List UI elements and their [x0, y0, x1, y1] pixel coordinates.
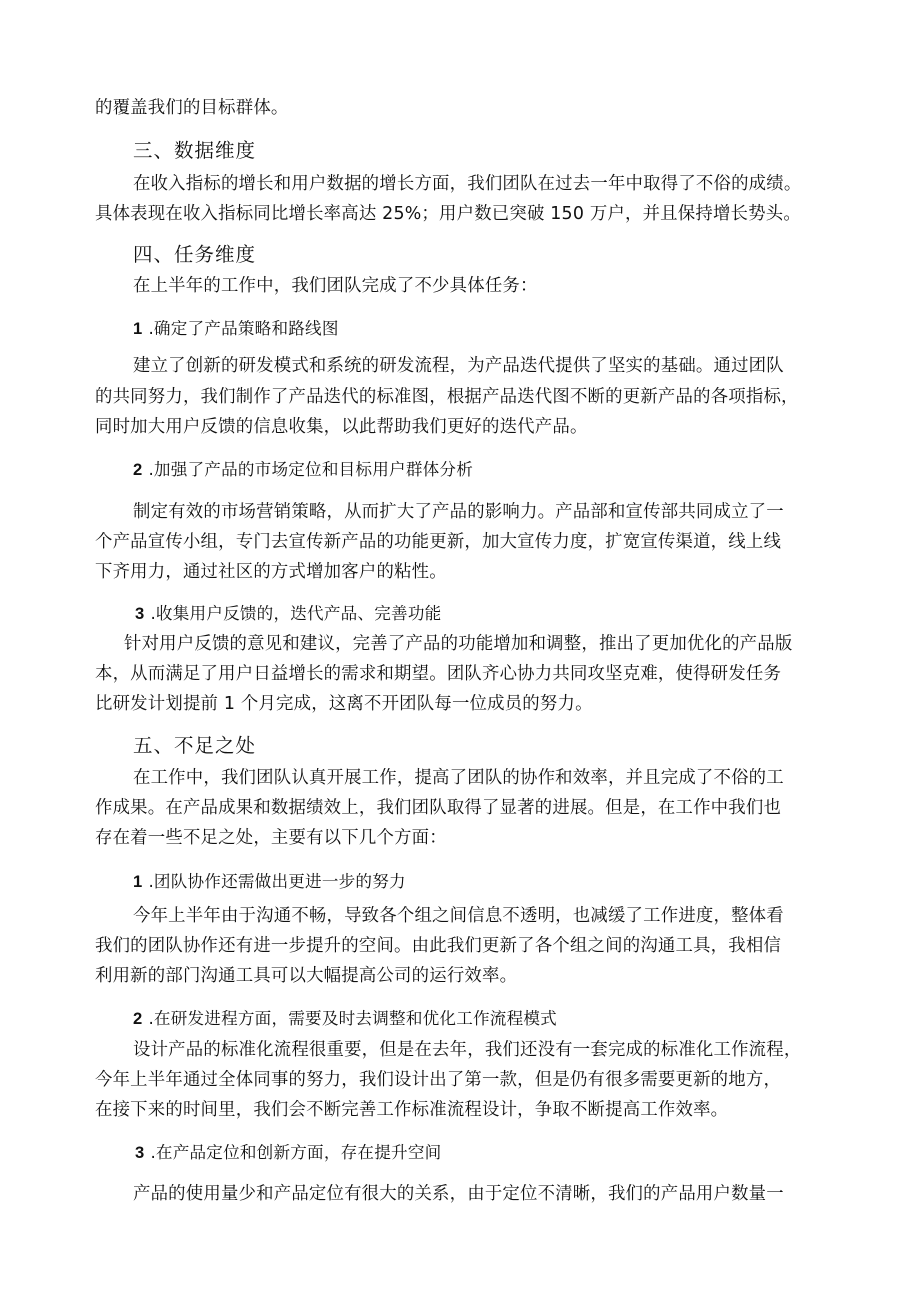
paragraph-line: 同时加大用户反馈的信息收集，以此帮助我们更好的迭代产品。 [95, 417, 588, 437]
subheading-2 [133, 458, 473, 482]
paragraph-line: 本，从而满足了用户日益增长的需求和期望。团队齐心协力共同攻坚克难，使得研发任务 [95, 664, 782, 684]
paragraph-line: 在接下来的时间里，我们会不断完善工作标准流程设计，争取不断提高工作效率。 [95, 1100, 729, 1120]
paragraph-line: 在收入指标的增长和用户数据的增长方面，我们团队在过去一年中取得了不俗的成绩。 [133, 174, 802, 194]
paragraph-line: 在工作中，我们团队认真开展工作，提高了团队的协作和效率，并且完成了不俗的工 [133, 768, 784, 788]
subheading-number: 1 [133, 319, 143, 338]
section-heading-data: 三、数据维度 [133, 139, 257, 162]
paragraph-line: 制定有效的市场营销策略，从而扩大了产品的影响力。产品部和宣传部共同成立了一 [133, 502, 784, 522]
paragraph-line: 设计产品的标准化流程很重要，但是在去年，我们还没有一套完成的标准化工作流程， [133, 1040, 802, 1060]
subheading-5 [133, 1007, 557, 1031]
paragraph-line: 存在着一些不足之处，主要有以下几个方面： [95, 828, 447, 848]
subheading-text: .团队协作还需做出更进一步的努力 [148, 872, 406, 891]
paragraph-line: 针对用户反馈的意见和建议，完善了产品的功能增加和调整，推出了更加优化的产品版 [124, 634, 793, 654]
paragraph-line: 比研发计划提前 1 个月完成，这离不开团队每一位成员的努力。 [95, 694, 593, 714]
paragraph-line: 我们的团队协作还有进一步提升的空间。由此我们更新了各个组之间的沟通工具，我相信 [95, 936, 782, 956]
paragraph-line: 下齐用力，通过社区的方式增加客户的粘性。 [95, 562, 447, 582]
subheading-number: 3 [135, 604, 145, 623]
paragraph-line: 建立了创新的研发模式和系统的研发流程，为产品迭代提供了坚实的基础。通过团队 [133, 356, 784, 376]
subheading-text: .在产品定位和创新方面，存在提升空间 [150, 1143, 442, 1162]
subheading-4 [133, 870, 406, 894]
paragraph-line: 的覆盖我们的目标群体。 [95, 98, 289, 118]
subheading-text: .收集用户反馈的，迭代产品、完善功能 [150, 604, 442, 623]
paragraph-line: 个产品宣传小组，专门去宣传新产品的功能更新，加大宣传力度，扩宽宣传渠道，线上线 [95, 532, 782, 552]
paragraph-line: 具体表现在收入指标同比增长率高达 25%；用户数已突破 150 万户，并且保持增长势头。 [95, 204, 801, 224]
subheading-text: .确定了产品策略和路线图 [148, 319, 339, 338]
paragraph-line: 作成果。在产品成果和数据绩效上，我们团队取得了显著的进展。但是，在工作中我们也 [95, 798, 782, 818]
paragraph-line: 今年上半年通过全体同事的努力，我们设计出了第一款，但是仍有很多需要更新的地方， [95, 1070, 782, 1090]
paragraph-line: 利用新的部门沟通工具可以大幅提高公司的运行效率。 [95, 966, 518, 986]
paragraph-line: 今年上半年由于沟通不畅，导致各个组之间信息不透明，也减缓了工作进度，整体看 [133, 906, 784, 926]
subheading-number: 3 [135, 1143, 145, 1162]
subheading-text: .加强了产品的市场定位和目标用户群体分析 [148, 460, 473, 479]
paragraph-line: 在上半年的工作中，我们团队完成了不少具体任务： [133, 276, 538, 296]
section-heading-task: 四、任务维度 [133, 243, 257, 266]
paragraph-line: 的共同努力，我们制作了产品迭代的标准图，根据产品迭代图不断的更新产品的各项指标， [95, 387, 799, 407]
subheading-6 [135, 1141, 441, 1165]
subheading-1 [133, 317, 339, 341]
section-heading-shortcomings: 五、不足之处 [133, 734, 257, 757]
subheading-3 [135, 602, 441, 626]
subheading-number: 2 [133, 1009, 143, 1028]
subheading-text: .在研发进程方面，需要及时去调整和优化工作流程模式 [148, 1009, 557, 1028]
paragraph-line: 产品的使用量少和产品定位有很大的关系，由于定位不清晰，我们的产品用户数量一 [133, 1184, 784, 1204]
subheading-number: 1 [133, 872, 143, 891]
subheading-number: 2 [133, 460, 143, 479]
